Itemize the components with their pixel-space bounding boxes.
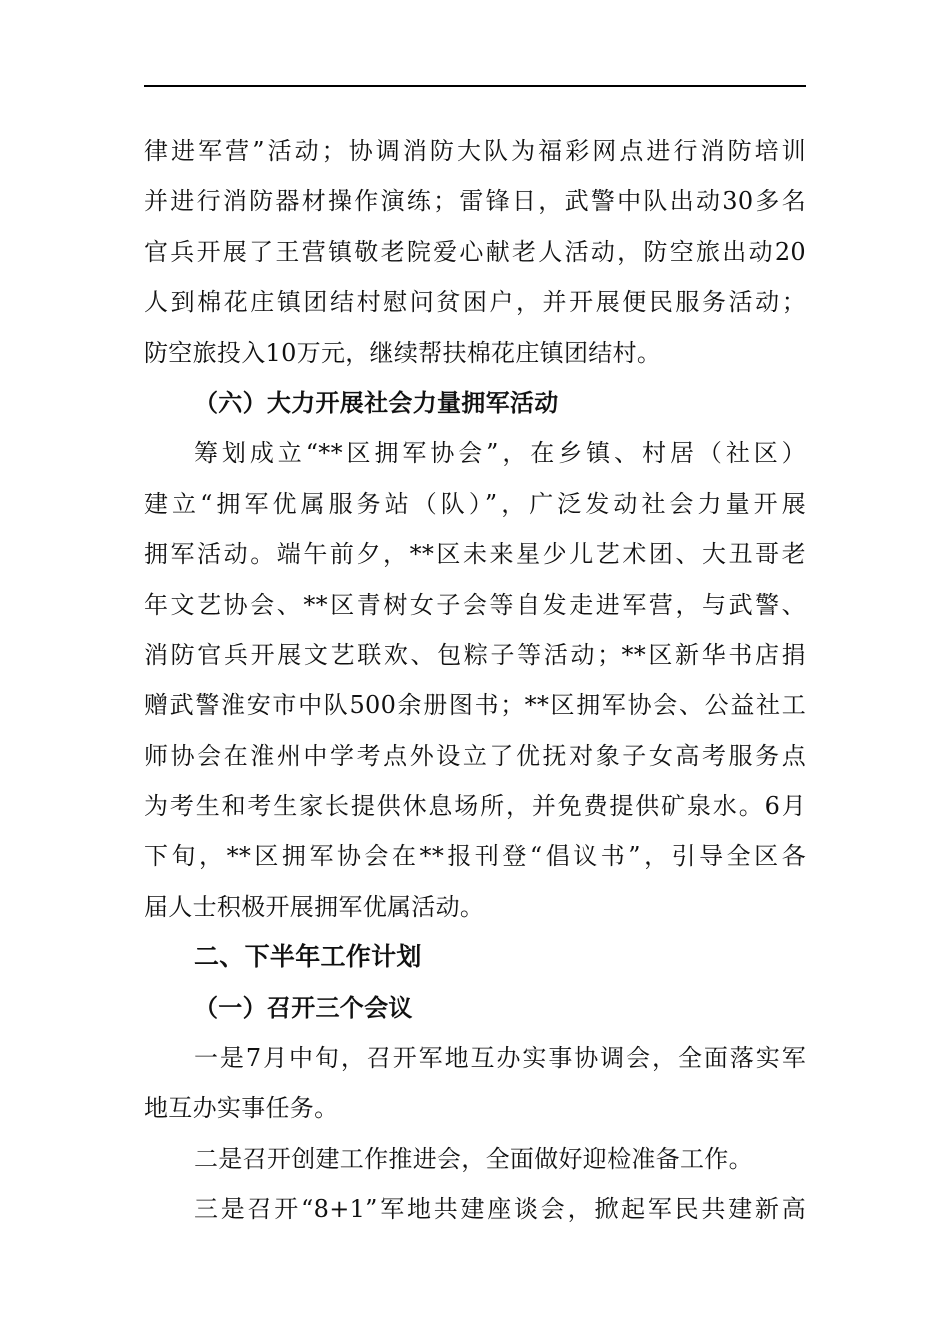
header-rule (144, 85, 806, 87)
body-line: 下旬，**区拥军协会在**报刊登“倡议书”，引导全区各 (144, 842, 806, 871)
body-line: 届人士积极开展拥军优属活动。 (144, 892, 485, 921)
body-line: 一是7月中旬，召开军地互办实事协调会，全面落实军 (194, 1044, 806, 1073)
body-line: 防空旅投入10万元，继续帮扶棉花庄镇团结村。 (144, 338, 662, 367)
section-heading: （一）召开三个会议 (194, 993, 413, 1022)
body-line: 消防官兵开展文艺联欢、包粽子等活动；**区新华书店捐 (144, 640, 806, 669)
body-line: 赠武警淮安市中队500余册图书；**区拥军协会、公益社工 (144, 691, 806, 720)
body-line: 师协会在淮州中学考点外设立了优抚对象子女高考服务点 (144, 741, 806, 770)
document-body (144, 126, 806, 1235)
body-line: 二是召开创建工作推进会，全面做好迎检准备工作。 (194, 1144, 753, 1173)
body-line: 人到棉花庄镇团结村慰问贫困户，并开展便民服务活动； (144, 288, 806, 317)
body-line: 建立“拥军优属服务站（队）”，广泛发动社会力量开展 (144, 489, 806, 518)
section-heading: （六）大力开展社会力量拥军活动 (194, 388, 559, 417)
body-line: 三是召开“8+1”军地共建座谈会，掀起军民共建新高 (194, 1195, 806, 1224)
body-line: 律进军营”活动；协调消防大队为福彩网点进行消防培训 (144, 137, 806, 165)
body-line: 筹划成立“**区拥军协会”，在乡镇、村居（社区） (194, 439, 806, 468)
chapter-heading: 二、下半年工作计划 (194, 942, 422, 972)
body-line: 地互办实事任务。 (144, 1094, 339, 1123)
body-line: 拥军活动。端午前夕，**区未来星少儿艺术团、大丑哥老 (144, 540, 806, 569)
body-line: 为考生和考生家长提供休息场所，并免费提供矿泉水。6月 (144, 792, 806, 821)
body-line: 官兵开展了王营镇敬老院爱心献老人活动，防空旅出动20 (144, 237, 806, 266)
body-line: 年文艺协会、**区青树女子会等自发走进军营，与武警、 (144, 590, 806, 619)
body-line: 并进行消防器材操作演练；雷锋日，武警中队出动30多名 (144, 187, 806, 216)
